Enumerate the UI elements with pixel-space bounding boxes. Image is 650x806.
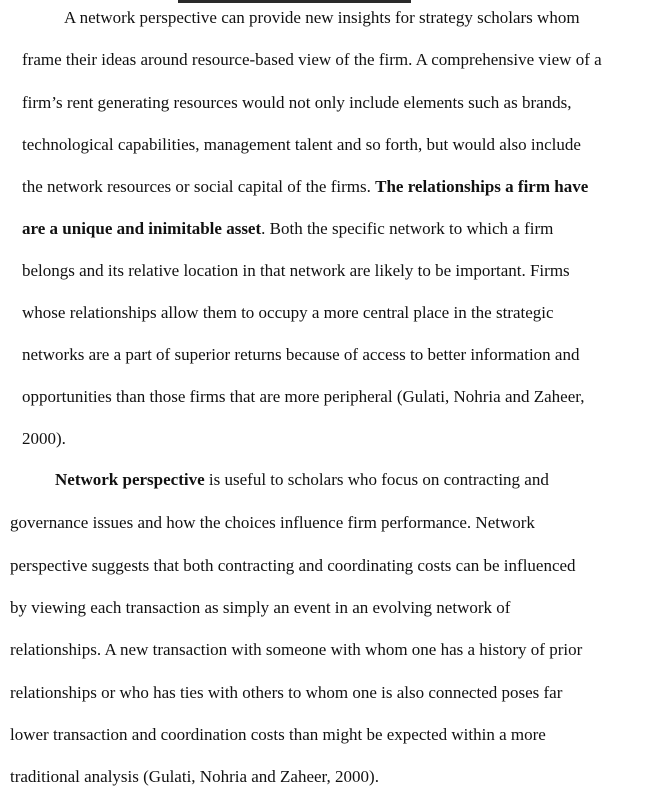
paragraph-1-line-7 xyxy=(22,261,570,281)
text-run: A network perspective can provide new insights for strategy scholars whom xyxy=(64,8,580,27)
text-run: relationships. A new transaction with someone with whom one has a history of prior xyxy=(10,640,583,659)
top-edge-bar xyxy=(178,0,411,3)
text-run: whose relationships allow them to occupy a more central place in the strategic xyxy=(22,303,554,322)
paragraph-1-line-3 xyxy=(22,93,572,113)
text-run: . Both the specific network to which a firm xyxy=(261,219,554,238)
paragraph-2-line-7 xyxy=(10,725,546,745)
text-run: technological capabilities, management talent and so forth, but would also include xyxy=(22,135,581,154)
text-run: firm’s rent generating resources would not only include elements such as brands, xyxy=(22,93,572,112)
paragraph-2-line-1 xyxy=(55,470,549,490)
paragraph-2-line-2 xyxy=(10,513,535,533)
paragraph-2-line-5 xyxy=(10,640,582,660)
paragraph-2-line-4 xyxy=(10,598,510,618)
text-run: the network resources or social capital of the firms. xyxy=(22,177,376,196)
text-run: frame their ideas around resource-based view of the firm. A comprehensive view of a xyxy=(22,50,602,69)
text-run: governance issues and how the choices influence firm performance. Network xyxy=(10,513,535,532)
paragraph-1-line-2 xyxy=(22,50,602,70)
text-run: is useful to scholars who focus on contracting and xyxy=(204,470,549,489)
paragraph-1-line-11 xyxy=(22,429,66,449)
text-run: perspective suggests that both contracting and coordinating costs can be influenced xyxy=(10,556,576,575)
paragraph-1-line-6 xyxy=(22,219,553,239)
text-run: opportunities than those firms that are more peripheral (Gulati, Nohria and Zaheer, xyxy=(22,387,585,406)
bold-emphasis: Network perspective xyxy=(55,470,205,489)
paragraph-1-line-8 xyxy=(22,303,554,323)
text-run: belongs and its relative location in that network are likely to be important. Firms xyxy=(22,261,570,280)
text-run: lower transaction and coordination costs than might be expected within a more xyxy=(10,725,546,744)
text-run: 2000). xyxy=(22,429,66,448)
text-run: relationships or who has ties with others to whom one is also connected poses far xyxy=(10,683,563,702)
text-run: networks are a part of superior returns because of access to better information and xyxy=(22,345,580,364)
paragraph-1-line-5 xyxy=(22,177,588,197)
bold-emphasis: are a unique and inimitable asset xyxy=(22,219,262,238)
paragraph-2-line-3 xyxy=(10,556,576,576)
paragraph-1-line-1 xyxy=(64,8,580,28)
paragraph-1-line-9 xyxy=(22,345,579,365)
text-run: traditional analysis (Gulati, Nohria and Zaheer, 2000). xyxy=(10,767,379,786)
paragraph-1-line-4 xyxy=(22,135,581,155)
bold-emphasis: The relationships a firm have xyxy=(375,177,589,196)
paragraph-2-line-6 xyxy=(10,683,562,703)
text-run: by viewing each transaction as simply an event in an evolving network of xyxy=(10,598,511,617)
paragraph-2-line-8 xyxy=(10,767,379,787)
paragraph-1-line-10 xyxy=(22,387,585,407)
